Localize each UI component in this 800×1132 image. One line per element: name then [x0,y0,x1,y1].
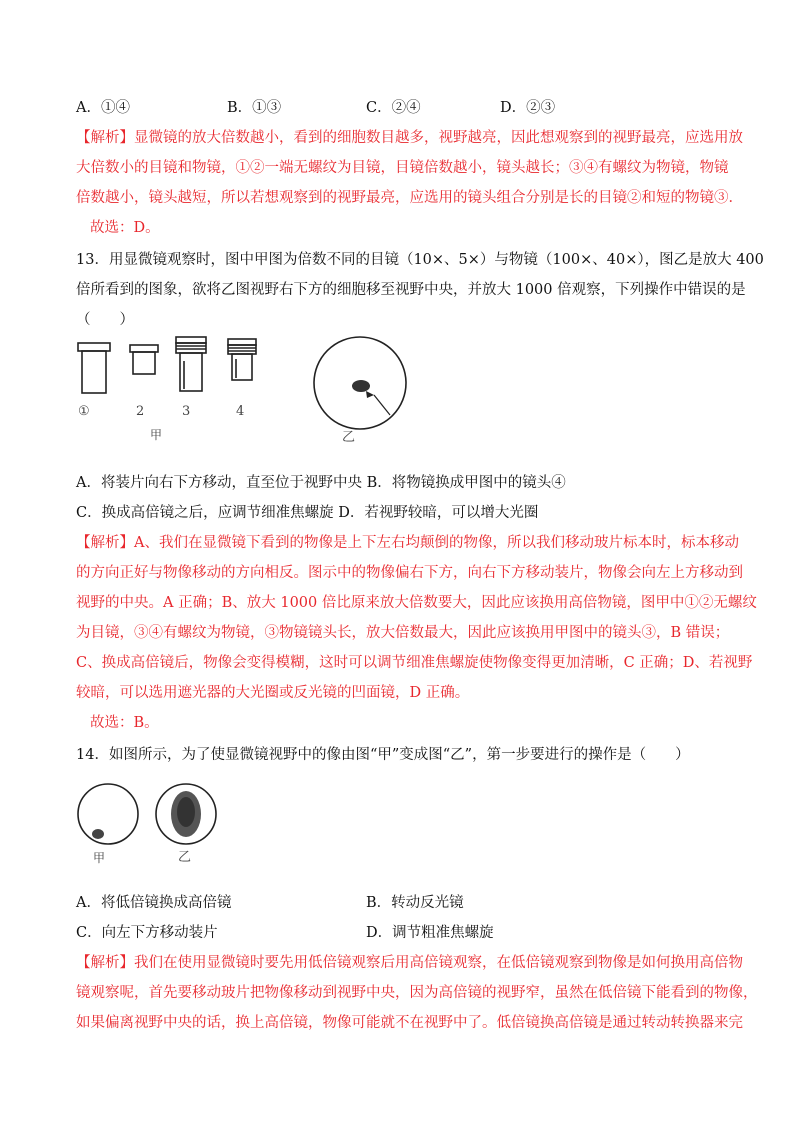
q12-option-d: D．②③ [500,100,556,116]
q14-label-yi: 乙 [178,850,192,865]
q13-label-4: 4 [236,404,245,419]
lens-2-body-icon [133,352,155,374]
q12-option-b: B．①③ [227,100,282,116]
lens-2-cap-icon [130,345,158,352]
q13-options-line-2: C．换成高倍镜之后，应调节细准焦螺旋 D．若视野较暗，可以增大光圈 [76,505,539,521]
q13-analysis-line-3: 视野的中央。A 正确；B、放大 1000 倍比原来放大倍数要大，因此应该换用高倍物镜，图甲中①②无螺纹 [76,595,757,611]
q13-analysis-line-1: 【解析】A、我们在显微镜下看到的物像是上下左右均颠倒的物像，所以我们移动玻片标本时，标本移动 [76,535,739,551]
q14-option-d: D．调节粗准焦螺旋 [366,925,494,941]
q14-option-c: C．向左下方移动装片 [76,925,218,941]
lens-1-cap-icon [78,343,110,351]
q13-stem-line-2: 倍所看到的图象，欲将乙图视野右下方的细胞移至视野中央，并放大 1000 倍观察，下列操作中错误的是 [76,282,746,298]
lens-4-cap-icon [228,339,256,345]
q13-stem-line-3: （ ） [76,312,134,328]
q13-label-jia: 甲 [150,428,163,442]
q13-label-2: 2 [136,404,145,419]
q13-view-yi [314,337,406,429]
q14-analysis-line-2: 镜观察呢，首先要移动玻片把物像移动到视野中央，因为高倍镜的视野窄，虽然在低倍镜下能看到的物像， [76,985,758,1001]
q12-analysis-line-1: 【解析】显微镜的放大倍数越小，看到的细胞数目越多，视野越亮，因此想观察到的视野最亮，应选用放 [76,130,743,146]
q12-analysis-line-2: 大倍数小的目镜和物镜，①②一端无螺纹为目镜，目镜倍数越小，镜头越长；③④有螺纹为物镜，物镜 [76,160,729,176]
lens-3-cap-icon [176,337,206,343]
q13-answer: 故选：B。 [90,715,159,731]
q12-analysis-line-3: 倍数越小，镜头越短，所以若想观察到的视野最亮，应选用的镜头组合分别是长的目镜②和短的物镜③． [76,190,743,206]
q14-analysis-line-3: 如果偏离视野中央的话，换上高倍镜，物像可能就不在视野中了。低倍镜换高倍镜是通过转动转换器来完 [76,1015,743,1031]
q14-analysis-line-1: 【解析】我们在使用显微镜时要先用低倍镜观察后用高倍镜观察，在低倍镜观察到物像是如何换用高倍物 [76,955,743,971]
q13-label-1: ① [78,404,90,419]
q13-options-line-1: A．将装片向右下方移动，直至位于视野中央 B．将物镜换成甲图中的镜头④ [76,475,566,491]
q13-label-yi: 乙 [342,430,356,445]
q14-stem: 14．如图所示，为了使显微镜视野中的像由图“甲”变成图“乙”，第一步要进行的操作是（ ） [76,747,690,763]
lens-4-body-icon [232,354,252,380]
q14-view-jia [78,784,138,844]
q13-label-3: 3 [182,404,191,419]
q13-analysis-line-5: C、换成高倍镜后，物像会变得模糊，这时可以调节细准焦螺旋使物像变得更加清晰，C 正确；D、若视野 [76,655,753,671]
lens-1-body-icon [82,351,106,393]
q13-figure-lenses [70,335,430,445]
q13-stem-line-1: 13．用显微镜观察时，图中甲图为倍数不同的目镜（10×、5×）与物镜（100×、40×），图乙是放大 400 [76,252,764,268]
q14-option-a: A．将低倍镜换成高倍镜 [76,895,232,911]
q12-option-a: A．①④ [76,100,130,116]
q14-view-yi [156,784,216,844]
q12-answer: 故选：D。 [90,220,160,236]
q13-analysis-line-6: 较暗，可以选用遮光器的大光圈或反光镜的凹面镜，D 正确。 [76,685,470,701]
q13-analysis-line-2: 的方向正好与物像移动的方向相反。图示中的物像偏右下方，向右下方移动装片，物像会向左上方移动到 [76,565,743,581]
q12-option-c: C．②④ [366,100,421,116]
q14-label-jia: 甲 [93,851,106,865]
q14-option-b: B．转动反光镜 [366,895,464,911]
q13-analysis-line-4: 为目镜，③④有螺纹为物镜，③物镜镜头长，放大倍数最大，因此应该换用甲图中的镜头③，B 错误； [76,625,730,641]
